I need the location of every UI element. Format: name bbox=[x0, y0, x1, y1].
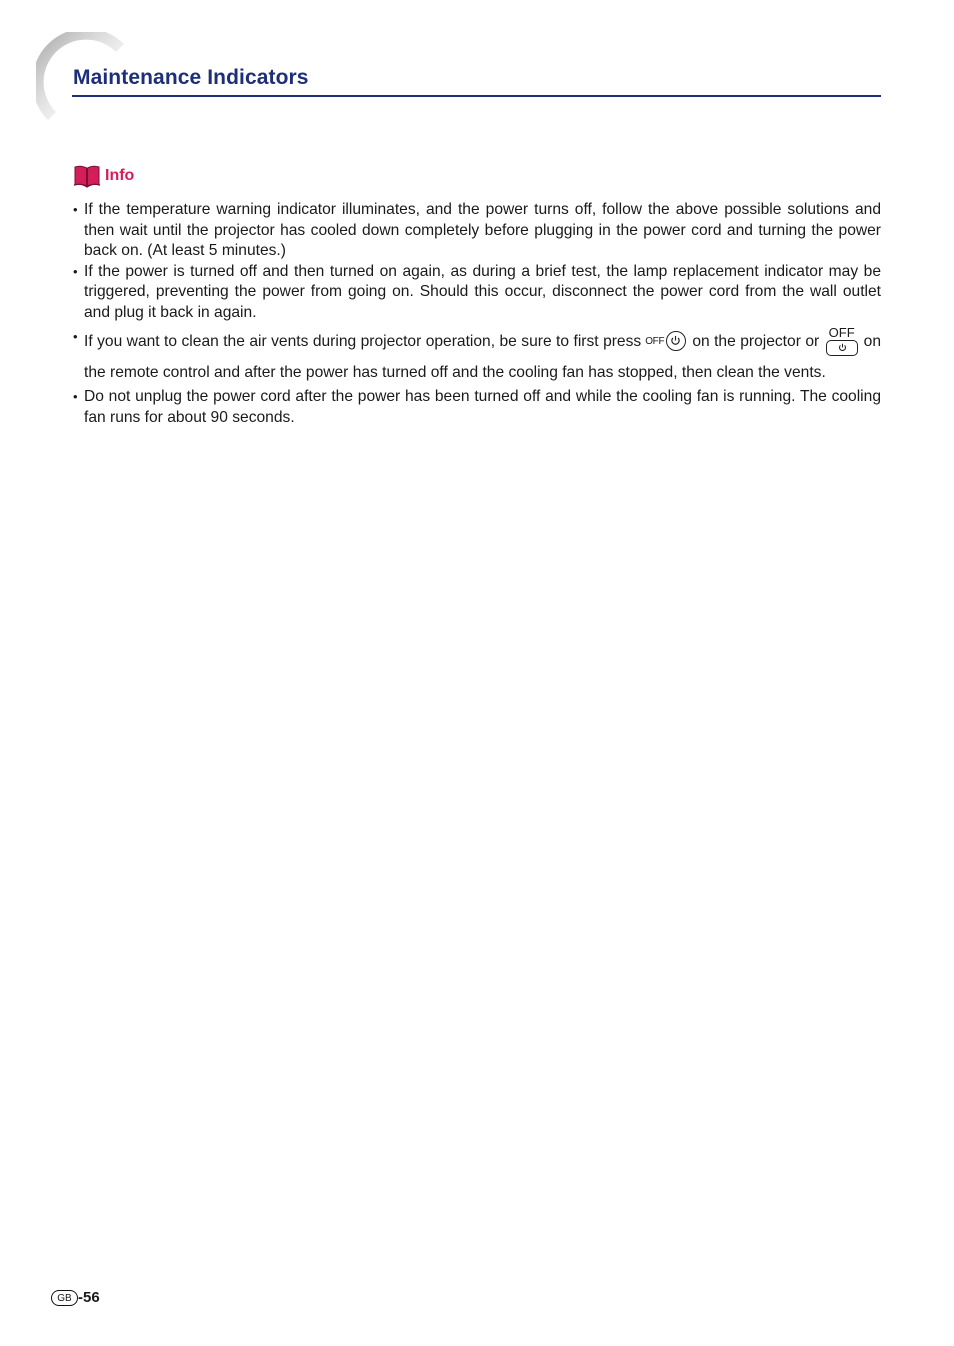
remote-off-label: OFF bbox=[828, 325, 855, 340]
info-item-lamp-replacement: • If the power is turned off and then turned on again, as during a brief test, the lamp replacement indicator may be triggered, preventing the power from going on. Should this occur, disconnect the power cord from the wall outlet and plug it back in again. bbox=[73, 262, 881, 324]
remote-power-pill-icon bbox=[826, 340, 858, 356]
clean-vents-text-b: on the projector or bbox=[692, 333, 820, 350]
projector-off-label: OFF bbox=[645, 336, 665, 347]
clean-vents-text-c: on the remote control and after the power has turned off and the cooling fan has stopped, then clean the vents. bbox=[84, 333, 881, 381]
page-title: Maintenance Indicators bbox=[73, 66, 309, 89]
info-item-cooling-fan: • Do not unplug the power cord after the power has been turned off and while the cooling fan is running. The cooling fan runs for about 90 seconds. bbox=[73, 387, 881, 428]
projector-power-button-icon bbox=[666, 331, 686, 351]
gb-region-badge: GB bbox=[51, 1290, 78, 1306]
info-item-clean-vents bbox=[73, 327, 881, 383]
page-number: -56 bbox=[78, 1289, 100, 1306]
remote-off-button-icon bbox=[824, 327, 860, 363]
page-footer bbox=[51, 1289, 100, 1306]
clean-vents-text-a: If you want to clean the air vents during projector operation, be sure to first press bbox=[84, 333, 642, 350]
info-heading bbox=[73, 164, 134, 188]
info-list bbox=[73, 200, 881, 428]
book-icon bbox=[73, 164, 101, 188]
title-rule bbox=[72, 95, 881, 97]
info-label: Info bbox=[105, 167, 135, 184]
info-item-temperature: • If the temperature warning indicator illuminates, and the power turns off, follow the above possible solutions and then wait until the projector has cooled down completely before plugging in the power cord and turning the power back on. (At least 5 minutes.) bbox=[73, 200, 881, 262]
